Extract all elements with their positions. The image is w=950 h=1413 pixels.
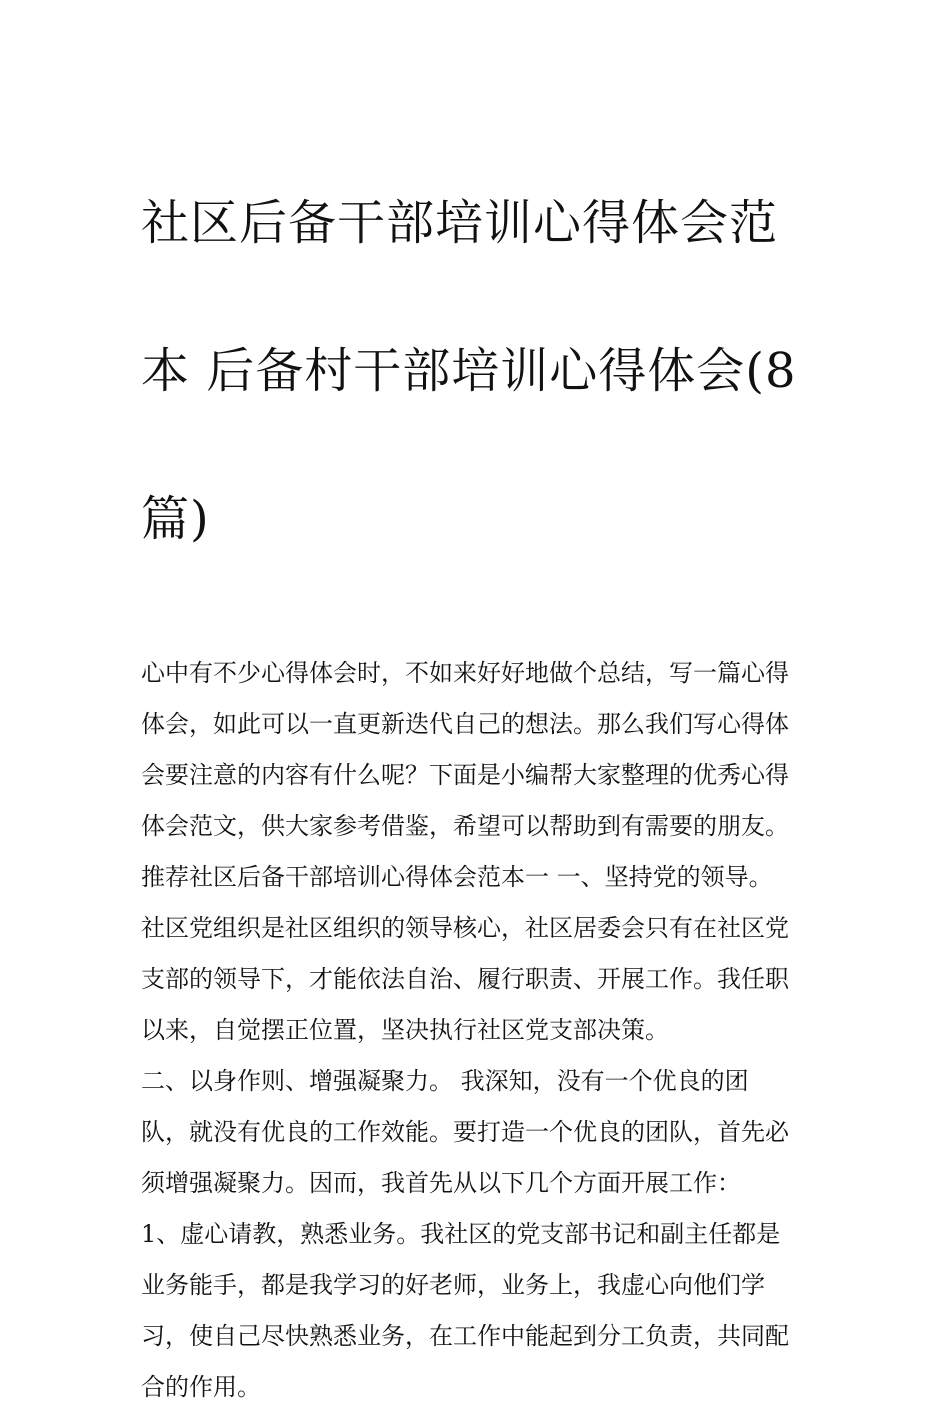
body-line: 合的作用。 xyxy=(141,1373,261,1401)
body-line: 心中有不少心得体会时，不如来好好地做个总结，写一篇心得 xyxy=(141,659,789,687)
body-line: 会要注意的内容有什么呢？下面是小编帮大家整理的优秀心得 xyxy=(141,761,789,789)
title-line: 篇) xyxy=(141,491,210,547)
title-line: 社区后备干部培训心得体会范 xyxy=(141,195,779,251)
body-line: 习，使自己尽快熟悉业务，在工作中能起到分工负责，共同配 xyxy=(141,1322,789,1350)
body-line: 体会，如此可以一直更新迭代自己的想法。那么我们写心得体 xyxy=(141,710,789,738)
body-line: 1、虚心请教，熟悉业务。我社区的党支部书记和副主任都是 xyxy=(141,1220,781,1248)
body-line: 业务能手，都是我学习的好老师，业务上，我虚心向他们学 xyxy=(141,1271,765,1299)
body-line: 体会范文，供大家参考借鉴，希望可以帮助到有需要的朋友。 xyxy=(141,812,789,840)
title-line: 本 后备村干部培训心得体会(8 xyxy=(141,343,797,399)
body-line: 二、以身作则、增强凝聚力。 我深知，没有一个优良的团 xyxy=(141,1067,749,1095)
body-line: 推荐社区后备干部培训心得体会范本一 一、坚持党的领导。 xyxy=(141,863,773,891)
document-title xyxy=(141,112,813,630)
body-line: 须增强凝聚力。因而，我首先从以下几个方面开展工作： xyxy=(141,1169,741,1197)
body-line: 以来，自觉摆正位置，坚决执行社区党支部决策。 xyxy=(141,1016,669,1044)
body-line: 队，就没有优良的工作效能。要打造一个优良的团队，首先必 xyxy=(141,1118,789,1146)
body-line: 支部的领导下，才能依法自治、履行职责、开展工作。我任职 xyxy=(141,965,789,993)
body-line: 社区党组织是社区组织的领导核心，社区居委会只有在社区党 xyxy=(141,914,789,942)
document-body xyxy=(141,648,813,1413)
document-content xyxy=(141,112,813,1413)
